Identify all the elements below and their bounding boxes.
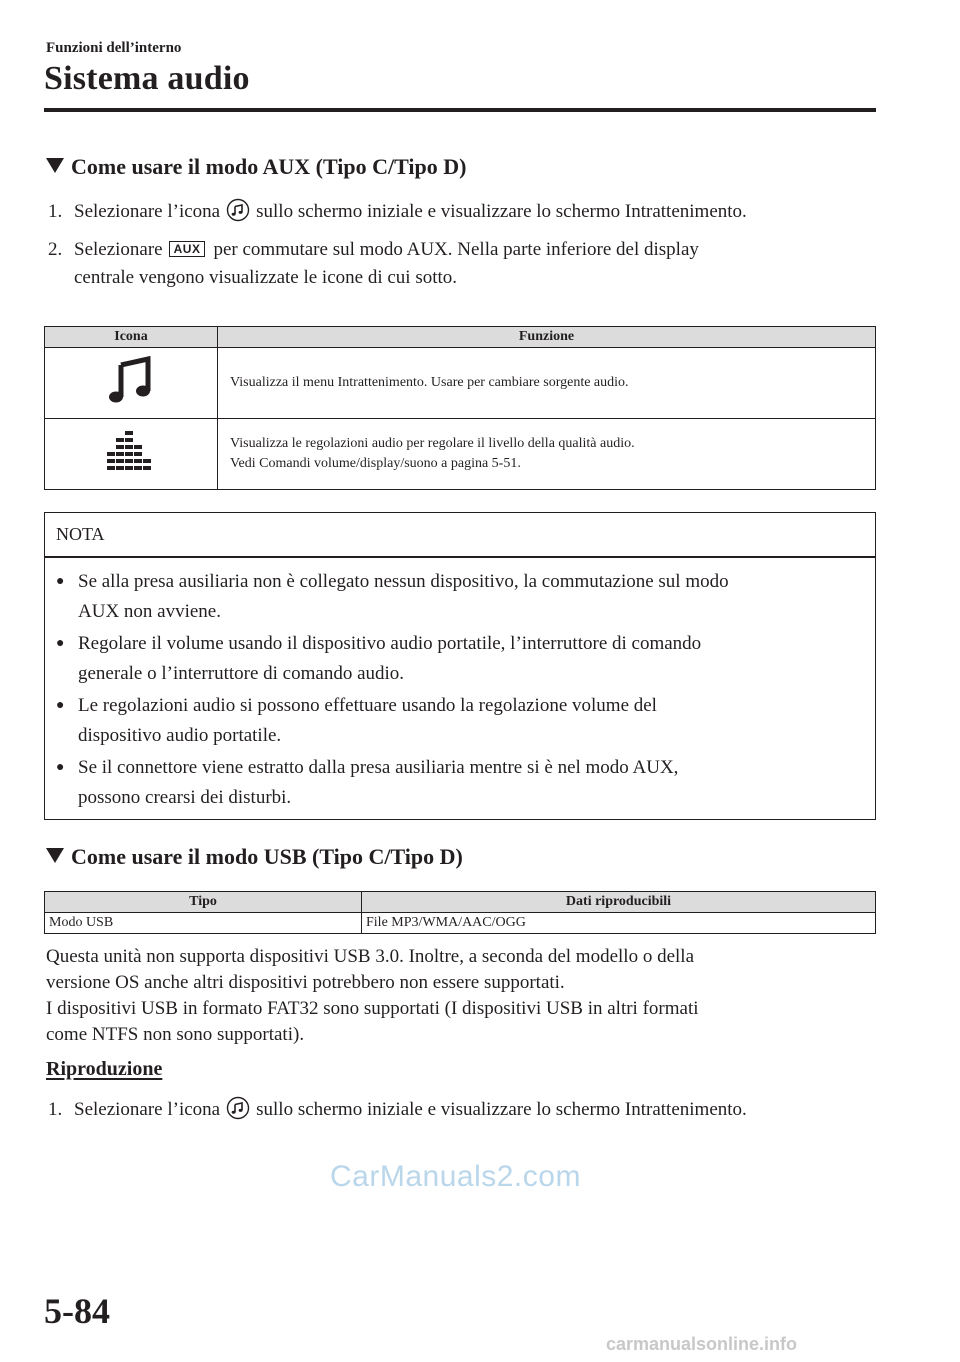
paragraph-line: Questa unità non supporta dispositivi USB 3.0. Inoltre, a seconda del modello o della bbox=[46, 946, 695, 967]
note-bullet-continued: dispositivo audio portatile. bbox=[78, 725, 282, 746]
table-header: Funzione bbox=[218, 327, 876, 348]
triangle-bullet-icon bbox=[46, 158, 64, 173]
paragraph-line: come NTFS non sono supportati). bbox=[46, 1024, 305, 1045]
table-cell: File MP3/WMA/AAC/OGG bbox=[362, 913, 876, 934]
page-number: 5-84 bbox=[44, 1291, 110, 1331]
note-divider bbox=[44, 556, 876, 558]
table-header: Tipo bbox=[45, 892, 362, 913]
section-heading-aux: Come usare il modo AUX (Tipo C/Tipo D) bbox=[46, 154, 466, 180]
note-bullet-continued: AUX non avviene. bbox=[78, 601, 221, 622]
table-row bbox=[45, 913, 876, 934]
table-header-row bbox=[45, 327, 876, 348]
aux-step-1: 1. Selezionare l’icona sullo schermo iniziale e visualizzare lo schermo Intrattenimento. bbox=[48, 198, 747, 226]
table-header-row bbox=[45, 892, 876, 913]
table-cell-line: Visualizza le regolazioni audio per regolare il livello della qualità audio. bbox=[230, 436, 635, 451]
table-cell: Modo USB bbox=[45, 913, 362, 934]
aux-step-2: 2. Selezionare AUX per commutare sul modo AUX. Nella parte inferiore del display bbox=[48, 239, 699, 260]
triangle-bullet-icon bbox=[46, 848, 64, 863]
aux-step-2-continued: centrale vengono visualizzate le icone di cui sotto. bbox=[74, 267, 458, 288]
note-bullet: ● Se alla presa ausiliaria non è collegato nessun dispositivo, la commutazione sul modo bbox=[56, 571, 729, 592]
music-note-icon bbox=[108, 355, 154, 405]
table-row bbox=[45, 419, 876, 490]
title-divider bbox=[44, 108, 876, 112]
note-bullet-continued: generale o l’interruttore di comando audio. bbox=[78, 663, 405, 684]
table-cell-line: Vedi Comandi volume/display/suono a pagina 5-51. bbox=[230, 456, 521, 471]
music-note-icon bbox=[226, 198, 250, 222]
note-title: NOTA bbox=[56, 524, 105, 544]
footer-watermark: carmanualsonline.info bbox=[606, 1334, 798, 1354]
breadcrumb: Funzioni dell’interno bbox=[46, 40, 182, 56]
aux-icons-table bbox=[44, 326, 876, 490]
aux-button-icon: AUX bbox=[169, 241, 206, 257]
note-bullet: ● Le regolazioni audio si possono effettuare usando la regolazione volume del bbox=[56, 695, 657, 716]
table-cell: Visualizza il menu Intrattenimento. Usare per cambiare sorgente audio. bbox=[218, 348, 876, 419]
usb-step-1: 1. Selezionare l’icona sullo schermo iniziale e visualizzare lo schermo Intrattenimento. bbox=[48, 1096, 747, 1124]
page-title: Sistema audio bbox=[44, 60, 250, 97]
music-note-icon bbox=[226, 1096, 250, 1120]
table-row bbox=[45, 348, 876, 419]
equalizer-icon bbox=[103, 429, 159, 473]
usb-formats-table bbox=[44, 891, 876, 934]
table-header: Dati riproducibili bbox=[362, 892, 876, 913]
note-bullet: ● Regolare il volume usando il dispositivo audio portatile, l’interruttore di comando bbox=[56, 633, 702, 654]
note-bullet-continued: possono crearsi dei disturbi. bbox=[78, 787, 292, 808]
section-heading-usb: Come usare il modo USB (Tipo C/Tipo D) bbox=[46, 844, 463, 870]
subheading-riproduzione: Riproduzione bbox=[46, 1058, 163, 1080]
paragraph-line: I dispositivi USB in formato FAT32 sono supportati (I dispositivi USB in altri formati bbox=[46, 998, 699, 1019]
note-bullet: ● Se il connettore viene estratto dalla presa ausiliaria mentre si è nel modo AUX, bbox=[56, 757, 679, 778]
table-header: Icona bbox=[45, 327, 218, 348]
paragraph-line: versione OS anche altri dispositivi potrebbero non essere supportati. bbox=[46, 972, 565, 993]
watermark: CarManuals2.com bbox=[330, 1160, 581, 1193]
